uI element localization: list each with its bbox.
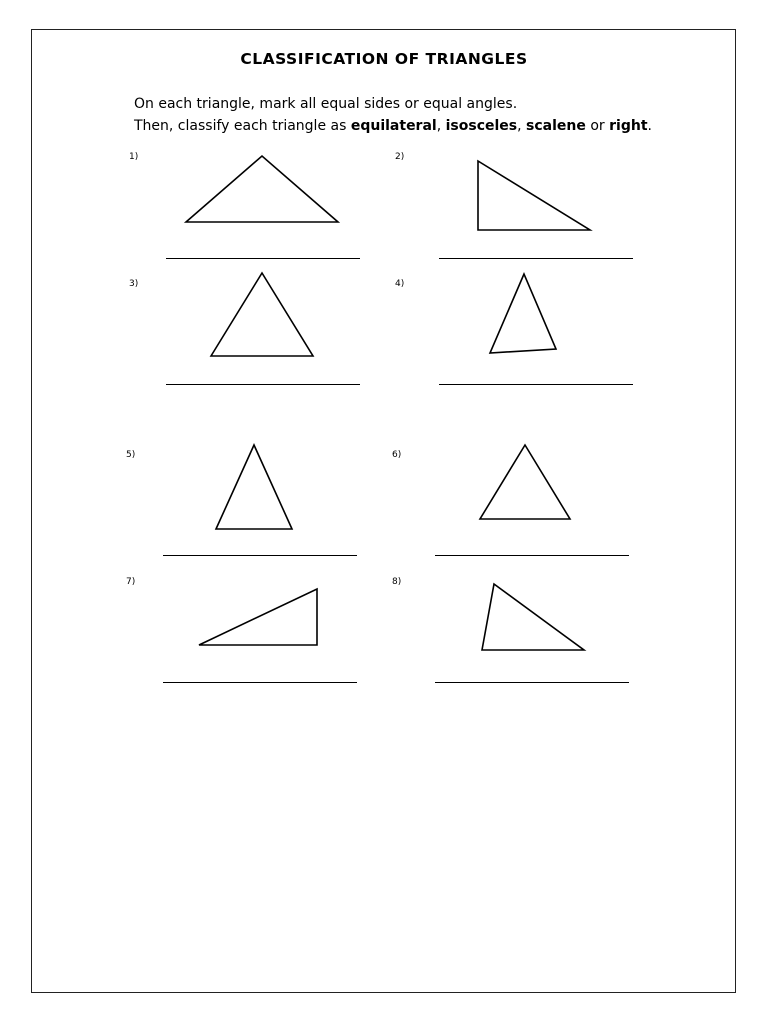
item-number-8: 8) [392,577,402,587]
triangle-8 [482,584,584,650]
item-number-2: 2) [395,152,405,162]
term-right: right [609,118,648,134]
triangle-3 [211,273,313,356]
item-number-3: 3) [129,279,139,289]
triangle-4 [490,274,556,353]
triangle-2 [478,161,590,230]
item-number-1: 1) [129,152,139,162]
triangle-1 [186,156,338,222]
separator: , [436,118,446,134]
answer-line-7[interactable] [163,682,357,683]
item-number-7: 7) [126,577,136,587]
answer-line-4[interactable] [439,384,633,385]
answer-line-2[interactable] [439,258,633,259]
or-word: or [585,118,610,134]
separator: , [517,118,527,134]
answer-line-8[interactable] [435,682,629,683]
term-scalene: scalene [526,118,586,134]
triangle-5 [216,445,292,529]
instruction-line-1: On each triangle, mark all equal sides or equal angles. [134,96,518,112]
instruction-prefix: Then, classify each triangle as [134,118,351,134]
item-number-4: 4) [395,279,405,289]
item-number-6: 6) [392,450,402,460]
triangle-7 [199,589,317,645]
item-number-5: 5) [126,450,136,460]
triangle-6 [480,445,570,519]
worksheet-title: CLASSIFICATION OF TRIANGLES [240,50,528,68]
term-equilateral: equilateral [350,118,437,134]
answer-line-6[interactable] [435,555,629,556]
answer-line-1[interactable] [166,258,360,259]
period: . [647,118,652,134]
answer-line-5[interactable] [163,555,357,556]
term-isosceles: isosceles [445,118,518,134]
answer-line-3[interactable] [166,384,360,385]
